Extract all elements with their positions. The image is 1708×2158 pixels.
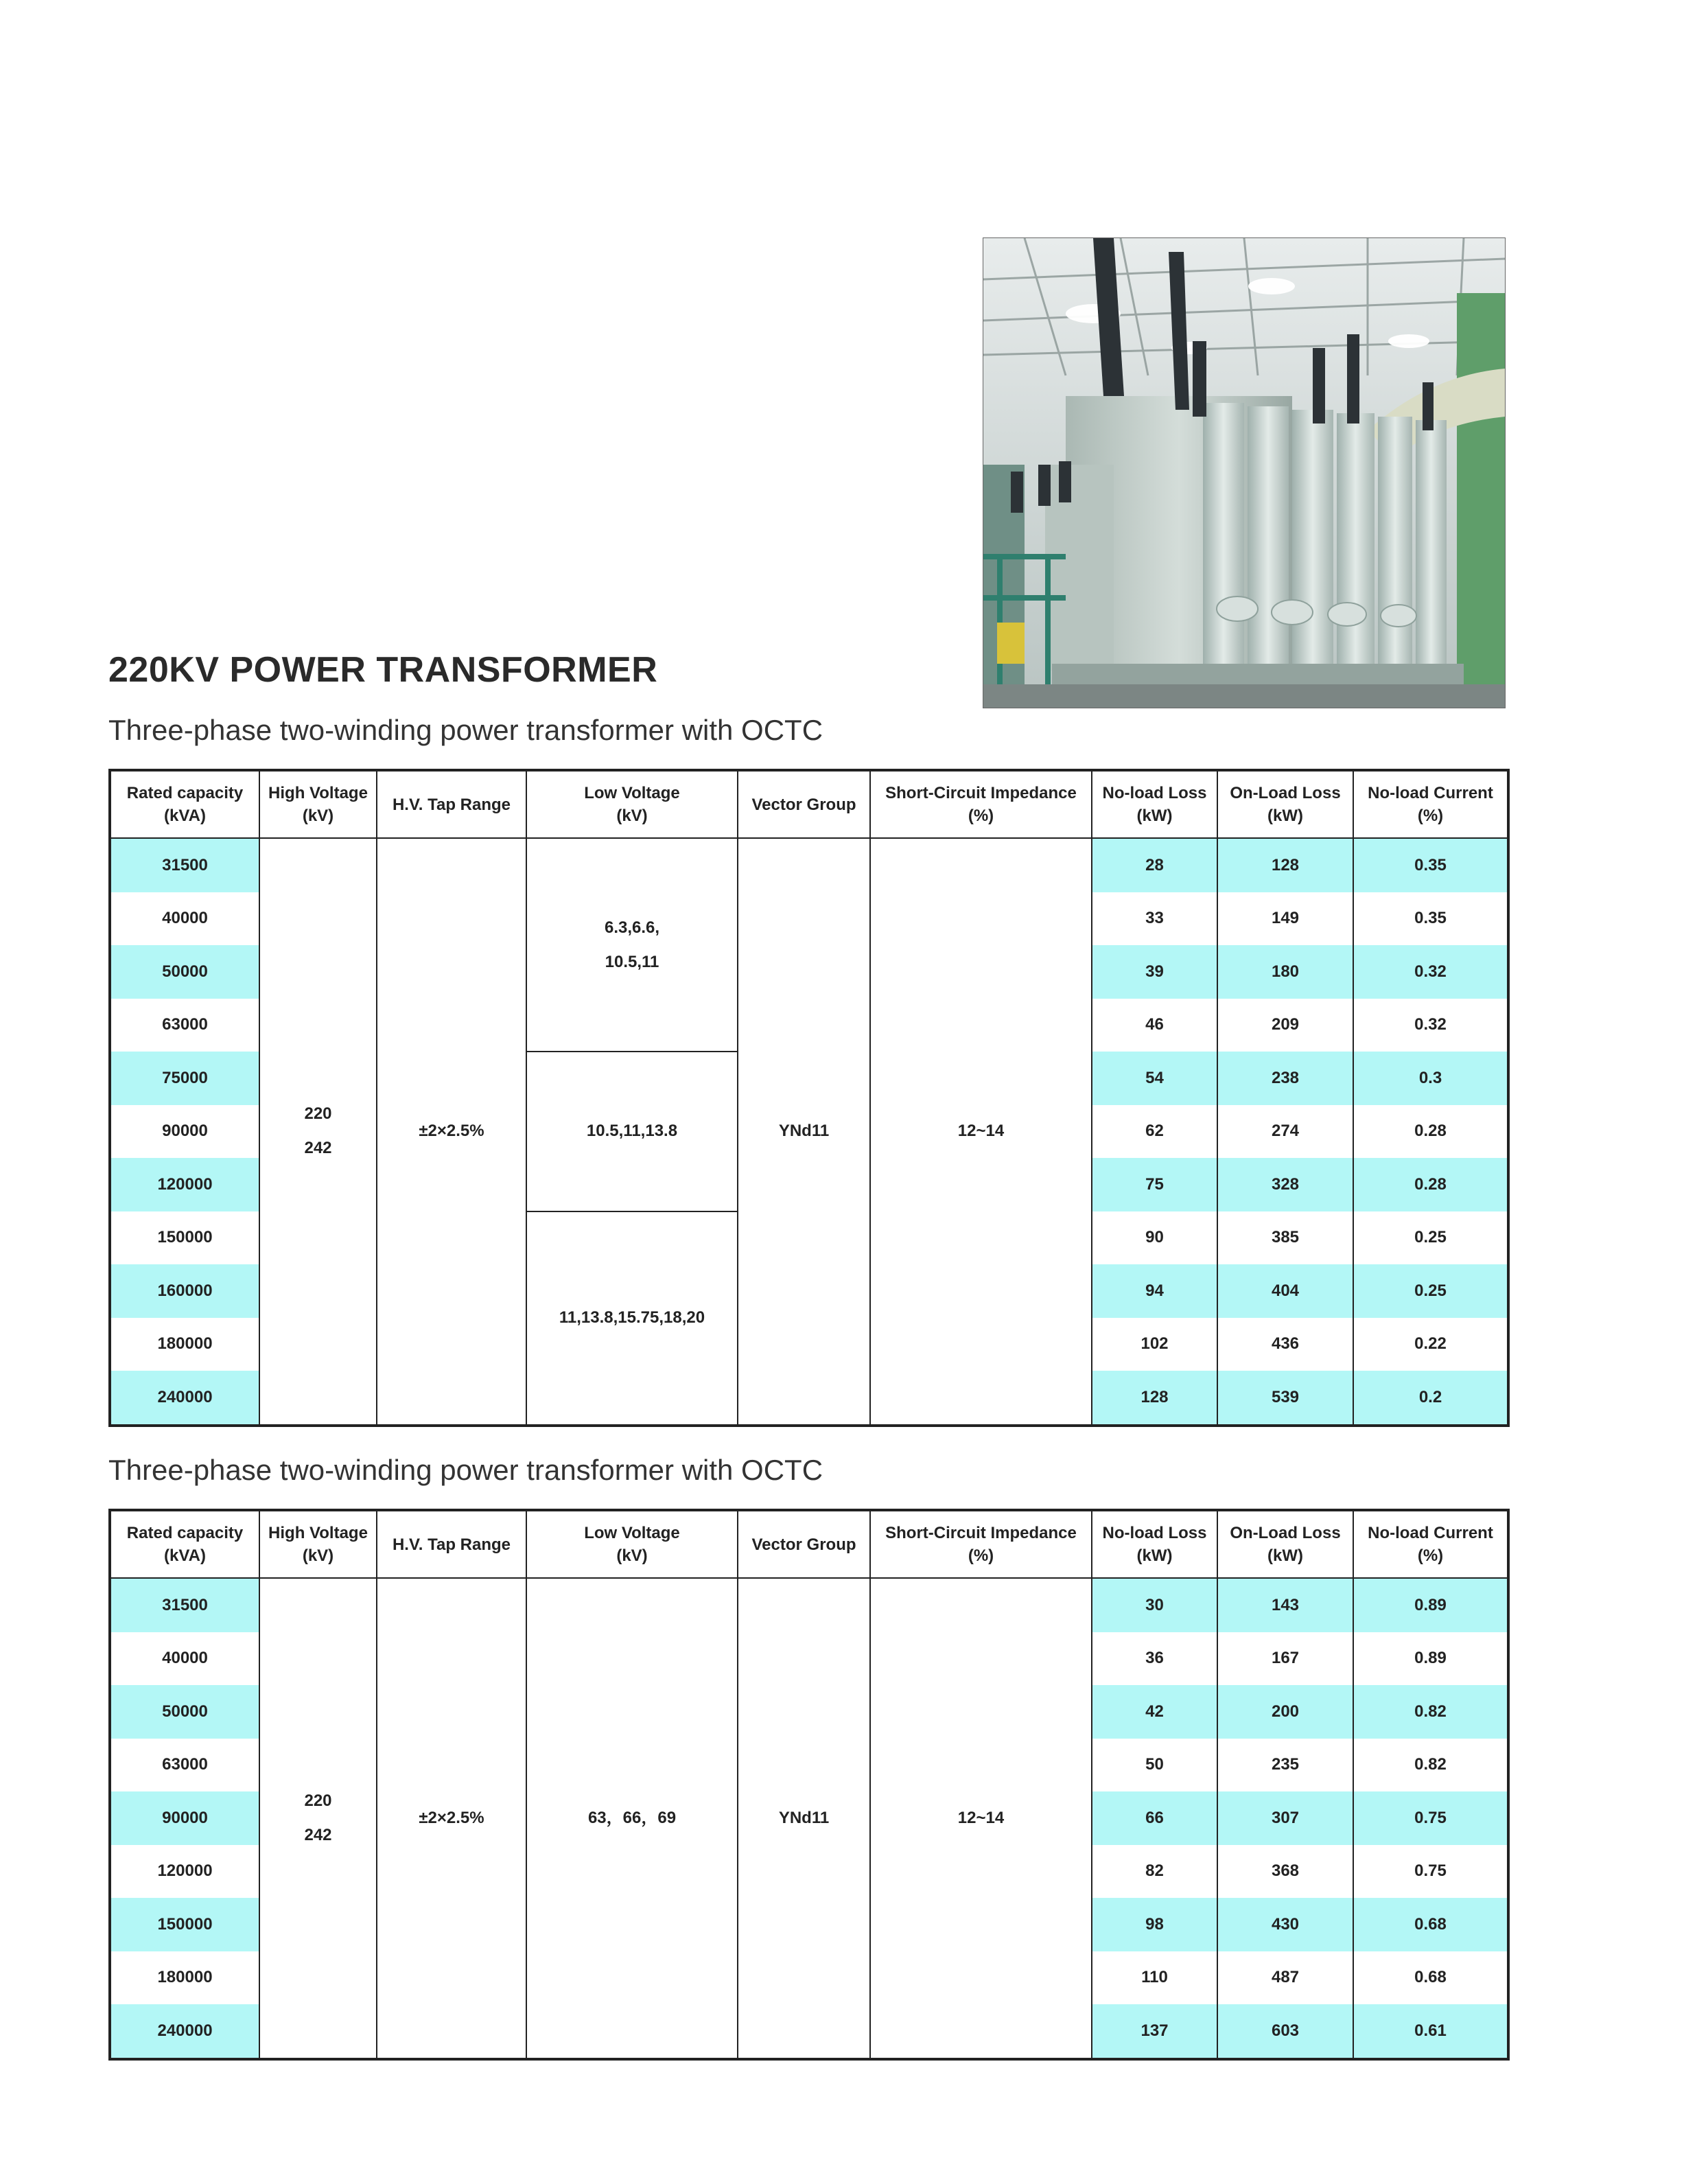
- no-load-loss-cell: 42: [1092, 1685, 1217, 1739]
- no-load-loss-cell: 90: [1092, 1211, 1217, 1265]
- on-load-loss-cell: 180: [1217, 945, 1353, 999]
- capacity-cell: 40000: [110, 1632, 259, 1686]
- no-load-current-cell: 0.25: [1353, 1211, 1508, 1265]
- capacity-cell: 240000: [110, 2004, 259, 2059]
- capacity-cell: 90000: [110, 1791, 259, 1845]
- on-load-loss-cell: 235: [1217, 1739, 1353, 1792]
- capacity-cell: 40000: [110, 892, 259, 946]
- no-load-loss-cell: 82: [1092, 1845, 1217, 1899]
- on-load-loss-cell: 209: [1217, 999, 1353, 1052]
- no-load-loss-cell: 39: [1092, 945, 1217, 999]
- low-voltage-cell: 11,13.8,15.75,18,20: [526, 1211, 738, 1426]
- header-tap-range: H.V. Tap Range: [377, 1510, 526, 1578]
- on-load-loss-cell: 200: [1217, 1685, 1353, 1739]
- on-load-loss-cell: 274: [1217, 1105, 1353, 1159]
- no-load-current-cell: 0.61: [1353, 2004, 1508, 2059]
- header-no-load-current: No-load Current (%): [1353, 770, 1508, 838]
- on-load-loss-cell: 128: [1217, 838, 1353, 892]
- on-load-loss-cell: 539: [1217, 1371, 1353, 1426]
- on-load-loss-cell: 143: [1217, 1578, 1353, 1632]
- header-high-voltage: High Voltage (kV): [259, 1510, 377, 1578]
- no-load-current-cell: 0.35: [1353, 838, 1508, 892]
- capacity-cell: 240000: [110, 1371, 259, 1426]
- capacity-cell: 180000: [110, 1318, 259, 1371]
- header-tap-range: H.V. Tap Range: [377, 770, 526, 838]
- header-no-load-loss: No-load Loss (kW): [1092, 1510, 1217, 1578]
- table2-specs: [108, 1509, 1510, 2061]
- vector-group-cell: YNd11: [738, 1578, 870, 2059]
- capacity-cell: 63000: [110, 1739, 259, 1792]
- capacity-cell: 160000: [110, 1264, 259, 1318]
- impedance-cell: 12~14: [870, 838, 1092, 1426]
- impedance-cell: 12~14: [870, 1578, 1092, 2059]
- no-load-current-cell: 0.3: [1353, 1052, 1508, 1105]
- table2-caption: Three-phase two-winding power transformer with OCTC: [108, 1454, 823, 1486]
- no-load-loss-cell: 94: [1092, 1264, 1217, 1318]
- low-voltage-cell: 10.5,11,13.8: [526, 1052, 738, 1211]
- on-load-loss-cell: 238: [1217, 1052, 1353, 1105]
- capacity-cell: 150000: [110, 1211, 259, 1265]
- no-load-current-cell: 0.82: [1353, 1685, 1508, 1739]
- table1-caption: Three-phase two-winding power transformer with OCTC: [108, 714, 823, 746]
- header-vector-group: Vector Group: [738, 770, 870, 838]
- capacity-cell: 120000: [110, 1158, 259, 1211]
- table-row: [110, 1578, 1508, 1632]
- no-load-current-cell: 0.32: [1353, 999, 1508, 1052]
- no-load-loss-cell: 98: [1092, 1898, 1217, 1951]
- no-load-loss-cell: 50: [1092, 1739, 1217, 1792]
- no-load-loss-cell: 33: [1092, 892, 1217, 946]
- capacity-cell: 50000: [110, 1685, 259, 1739]
- capacity-cell: 50000: [110, 945, 259, 999]
- no-load-loss-cell: 66: [1092, 1791, 1217, 1845]
- capacity-cell: 75000: [110, 1052, 259, 1105]
- capacity-cell: 31500: [110, 1578, 259, 1632]
- capacity-cell: 90000: [110, 1105, 259, 1159]
- high-voltage-cell: 220 242: [259, 838, 377, 1426]
- no-load-loss-cell: 62: [1092, 1105, 1217, 1159]
- on-load-loss-cell: 368: [1217, 1845, 1353, 1899]
- capacity-cell: 31500: [110, 838, 259, 892]
- no-load-current-cell: 0.82: [1353, 1739, 1508, 1792]
- header-vector-group: Vector Group: [738, 1510, 870, 1578]
- table2-header-row: [110, 1510, 1508, 1578]
- tap-range-cell: ±2×2.5%: [377, 1578, 526, 2059]
- no-load-loss-cell: 46: [1092, 999, 1217, 1052]
- on-load-loss-cell: 404: [1217, 1264, 1353, 1318]
- no-load-current-cell: 0.22: [1353, 1318, 1508, 1371]
- no-load-loss-cell: 28: [1092, 838, 1217, 892]
- no-load-loss-cell: 30: [1092, 1578, 1217, 1632]
- low-voltage-cell: 6.3,6.6, 10.5,11: [526, 838, 738, 1052]
- on-load-loss-cell: 487: [1217, 1951, 1353, 2005]
- no-load-current-cell: 0.89: [1353, 1578, 1508, 1632]
- vector-group-cell: YNd11: [738, 838, 870, 1426]
- header-no-load-current: No-load Current (%): [1353, 1510, 1508, 1578]
- on-load-loss-cell: 328: [1217, 1158, 1353, 1211]
- high-voltage-cell: 220 242: [259, 1578, 377, 2059]
- no-load-loss-cell: 110: [1092, 1951, 1217, 2005]
- header-rated-capacity: Rated capacity (kVA): [110, 1510, 259, 1578]
- capacity-cell: 150000: [110, 1898, 259, 1951]
- no-load-current-cell: 0.68: [1353, 1951, 1508, 2005]
- no-load-current-cell: 0.68: [1353, 1898, 1508, 1951]
- header-rated-capacity: Rated capacity (kVA): [110, 770, 259, 838]
- transformer-photo: [983, 237, 1506, 708]
- on-load-loss-cell: 436: [1217, 1318, 1353, 1371]
- header-on-load-loss: On-Load Loss (kW): [1217, 770, 1353, 838]
- header-impedance: Short-Circuit Impedance (%): [870, 770, 1092, 838]
- page-title: 220KV POWER TRANSFORMER: [108, 650, 658, 690]
- on-load-loss-cell: 149: [1217, 892, 1353, 946]
- no-load-loss-cell: 102: [1092, 1318, 1217, 1371]
- header-impedance: Short-Circuit Impedance (%): [870, 1510, 1092, 1578]
- capacity-cell: 180000: [110, 1951, 259, 2005]
- no-load-current-cell: 0.28: [1353, 1158, 1508, 1211]
- on-load-loss-cell: 307: [1217, 1791, 1353, 1845]
- no-load-current-cell: 0.75: [1353, 1791, 1508, 1845]
- no-load-current-cell: 0.2: [1353, 1371, 1508, 1426]
- header-no-load-loss: No-load Loss (kW): [1092, 770, 1217, 838]
- no-load-loss-cell: 75: [1092, 1158, 1217, 1211]
- header-low-voltage: Low Voltage (kV): [526, 770, 738, 838]
- no-load-current-cell: 0.32: [1353, 945, 1508, 999]
- no-load-loss-cell: 54: [1092, 1052, 1217, 1105]
- no-load-loss-cell: 36: [1092, 1632, 1217, 1686]
- on-load-loss-cell: 430: [1217, 1898, 1353, 1951]
- no-load-current-cell: 0.89: [1353, 1632, 1508, 1686]
- tap-range-cell: ±2×2.5%: [377, 838, 526, 1426]
- table1-specs: [108, 769, 1510, 1427]
- header-low-voltage: Low Voltage (kV): [526, 1510, 738, 1578]
- no-load-current-cell: 0.75: [1353, 1845, 1508, 1899]
- table-row: [110, 838, 1508, 892]
- no-load-current-cell: 0.28: [1353, 1105, 1508, 1159]
- no-load-loss-cell: 137: [1092, 2004, 1217, 2059]
- low-voltage-cell: 63，66，69: [526, 1578, 738, 2059]
- header-on-load-loss: On-Load Loss (kW): [1217, 1510, 1353, 1578]
- capacity-cell: 63000: [110, 999, 259, 1052]
- capacity-cell: 120000: [110, 1845, 259, 1899]
- on-load-loss-cell: 603: [1217, 2004, 1353, 2059]
- on-load-loss-cell: 167: [1217, 1632, 1353, 1686]
- no-load-loss-cell: 128: [1092, 1371, 1217, 1426]
- on-load-loss-cell: 385: [1217, 1211, 1353, 1265]
- no-load-current-cell: 0.35: [1353, 892, 1508, 946]
- no-load-current-cell: 0.25: [1353, 1264, 1508, 1318]
- header-high-voltage: High Voltage (kV): [259, 770, 377, 838]
- table1-header-row: [110, 770, 1508, 838]
